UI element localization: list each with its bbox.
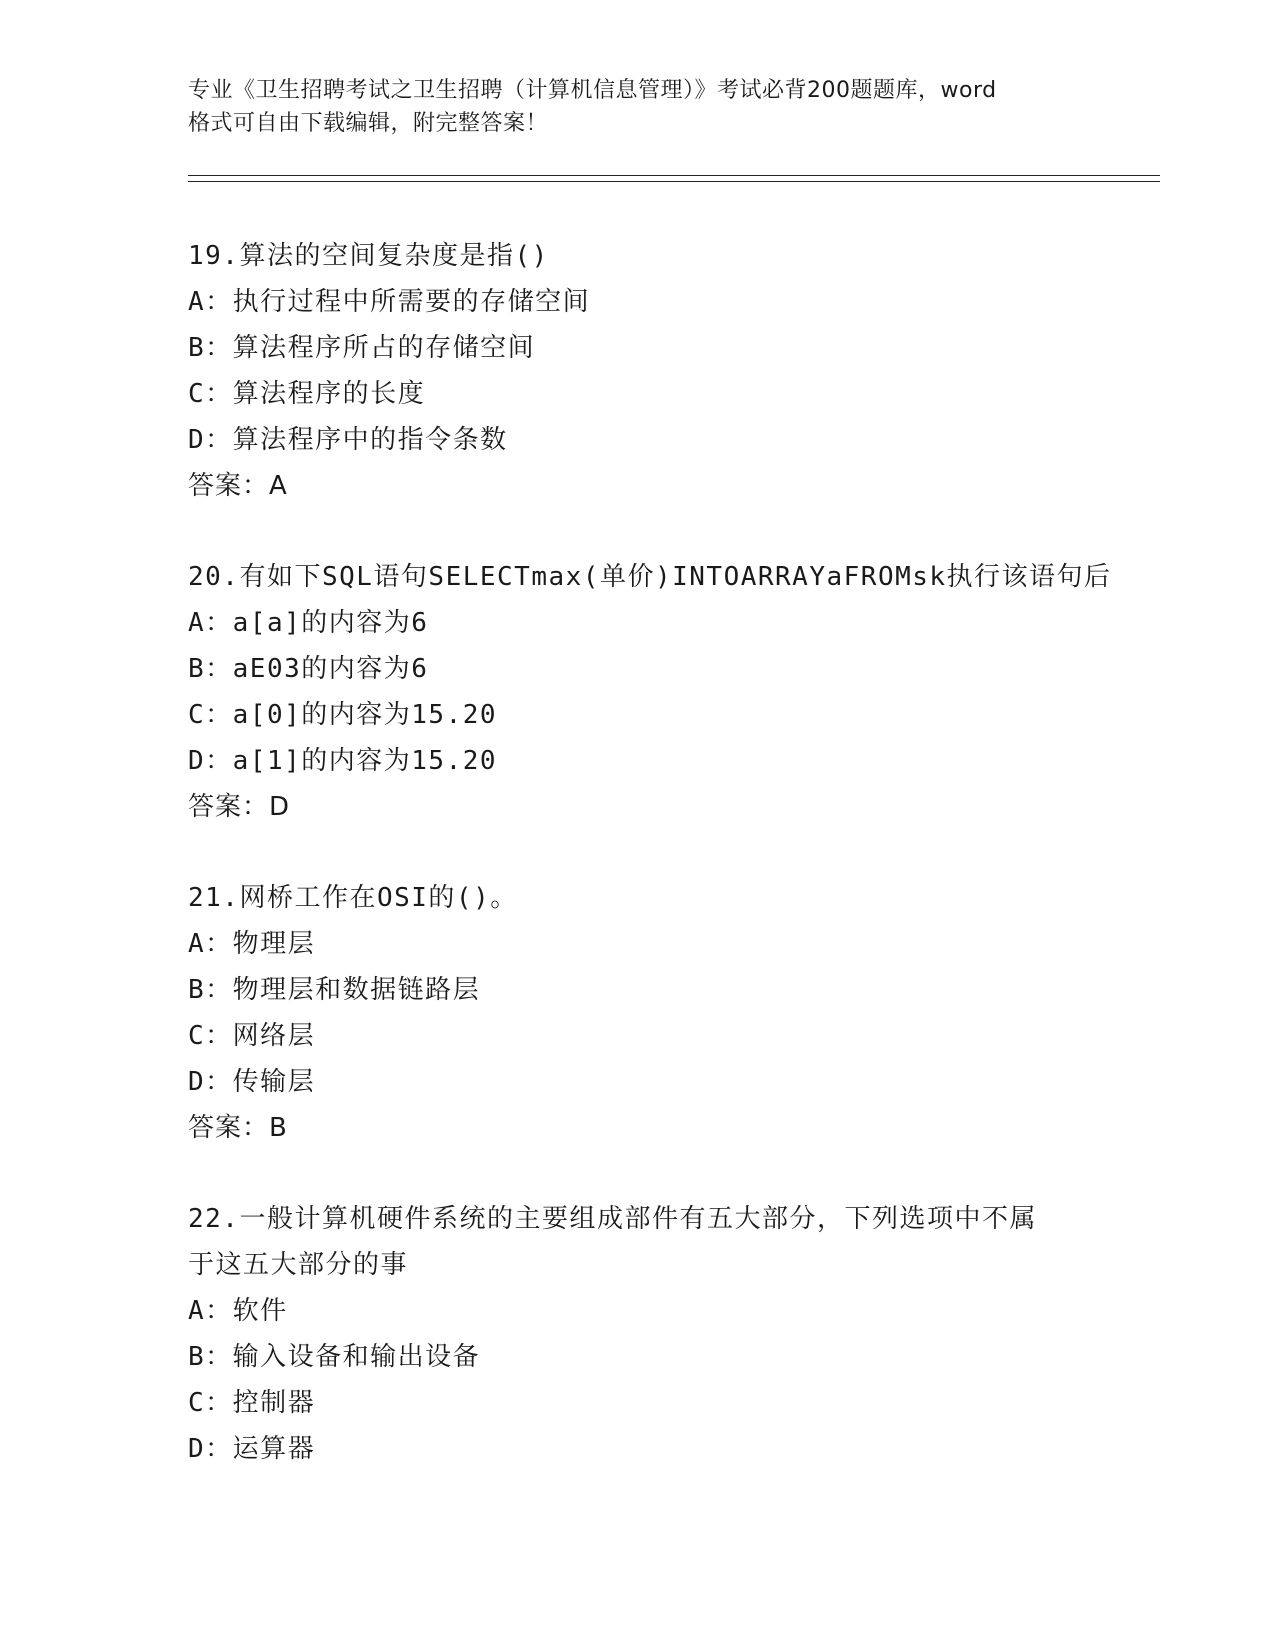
header-divider-top bbox=[188, 175, 1160, 176]
option-a: A：执行过程中所需要的存储空间 bbox=[188, 287, 591, 317]
option-a: A：软件 bbox=[188, 1296, 288, 1326]
question-stem: 20.有如下SQL语句SELECTmax(单价)INTOARRAYaFROMsk执行该语句后 bbox=[188, 562, 1112, 592]
option-c: C：算法程序的长度 bbox=[188, 379, 426, 409]
question-stem: 21.网桥工作在OSI的()。 bbox=[188, 883, 518, 913]
question-stem: 22.一般计算机硬件系统的主要组成部件有五大部分，下列选项中不属 bbox=[188, 1204, 1037, 1234]
option-b: B：输入设备和输出设备 bbox=[188, 1342, 481, 1372]
option-d: D：运算器 bbox=[188, 1434, 316, 1464]
question-20 bbox=[188, 554, 1112, 830]
document-header bbox=[188, 74, 1088, 140]
answer-label: 答案：A bbox=[188, 471, 288, 501]
question-22 bbox=[188, 1196, 1088, 1472]
option-c: C：a[0]的内容为15.20 bbox=[188, 700, 498, 730]
option-b: B：算法程序所占的存储空间 bbox=[188, 333, 536, 363]
option-b: B：aE03的内容为6 bbox=[188, 654, 429, 684]
option-d: D：a[1]的内容为15.20 bbox=[188, 746, 498, 776]
option-c: C：控制器 bbox=[188, 1388, 316, 1418]
question-19 bbox=[188, 233, 1088, 509]
header-line-1: 专业《卫生招聘考试之卫生招聘（计算机信息管理）》考试必背200题题库，word bbox=[188, 78, 997, 103]
answer-label: 答案：B bbox=[188, 1113, 288, 1143]
header-line-2: 格式可自由下载编辑，附完整答案！ bbox=[188, 111, 549, 136]
option-a: A：物理层 bbox=[188, 929, 316, 959]
question-stem-continued: 于这五大部分的事 bbox=[188, 1250, 409, 1280]
option-b: B：物理层和数据链路层 bbox=[188, 975, 481, 1005]
option-d: D：传输层 bbox=[188, 1067, 316, 1097]
option-c: C：网络层 bbox=[188, 1021, 316, 1051]
question-stem: 19.算法的空间复杂度是指() bbox=[188, 241, 549, 271]
answer-label: 答案：D bbox=[188, 792, 291, 822]
option-a: A：a[a]的内容为6 bbox=[188, 608, 429, 638]
header-divider-bottom bbox=[188, 181, 1160, 182]
option-d: D：算法程序中的指令条数 bbox=[188, 425, 508, 455]
question-21 bbox=[188, 875, 1088, 1151]
